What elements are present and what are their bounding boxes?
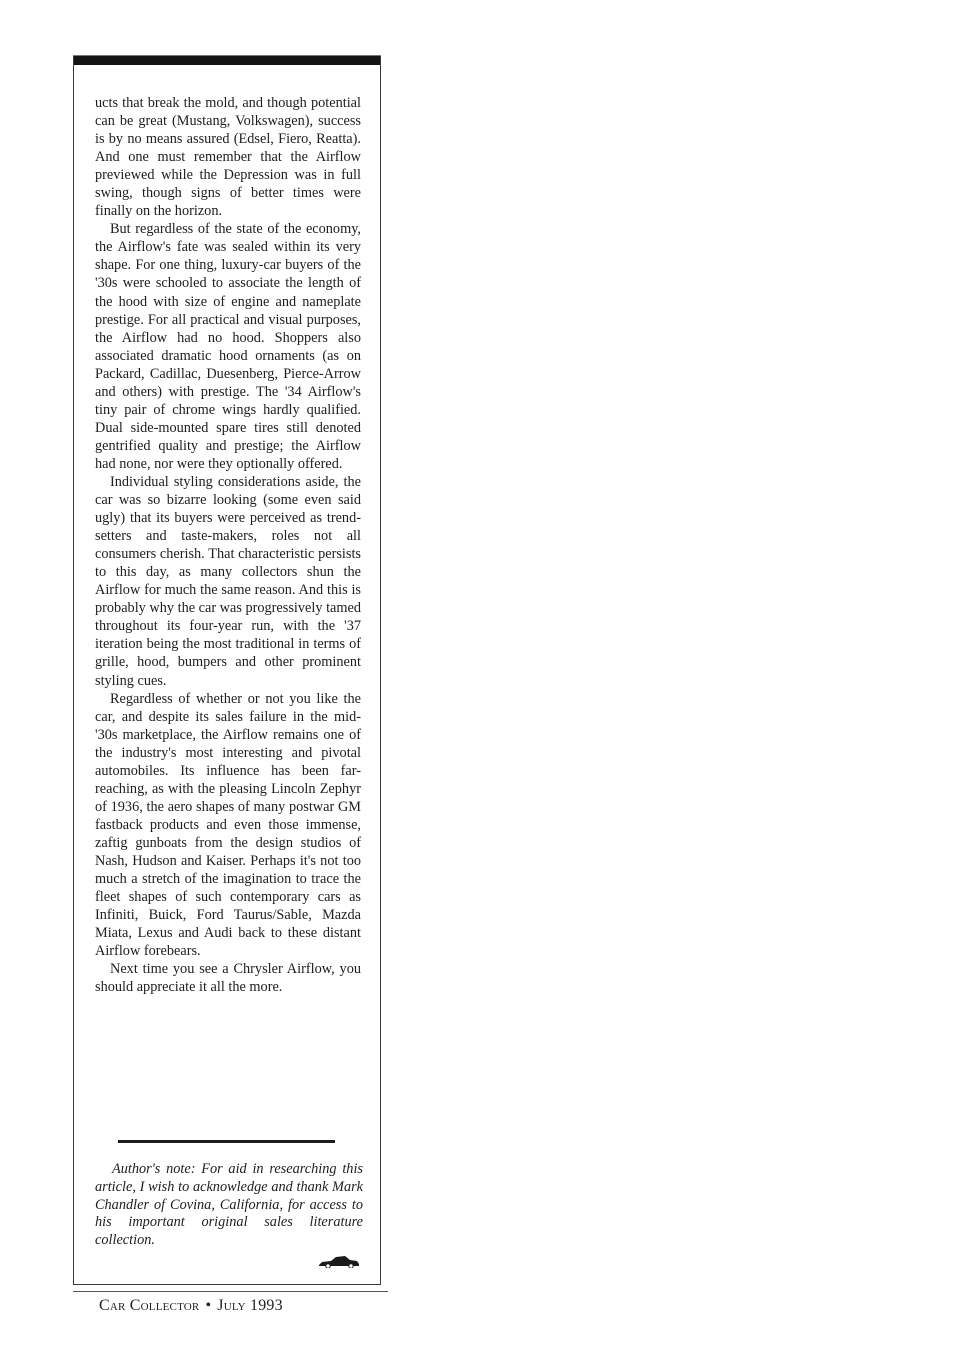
issue-date: July 1993 [217, 1297, 283, 1314]
author-note-text: Author's note: For aid in researching this article, I wish to acknowledge and thank Mark Chandler of Covina, California, for access to his important original sales literature collection. [95, 1161, 363, 1249]
author-note [95, 1161, 363, 1250]
publication-name: Car Collector [99, 1297, 200, 1314]
car-silhouette-icon [318, 1254, 360, 1268]
footer-rule [73, 1291, 388, 1292]
paragraph-4: Regardless of whether or not you like the car, and despite its sales failure in the mid-'30s marketplace, the Airflow remains one of the industry's most interesting and pivotal automobiles. Its influence has been far-reaching, as with the pleasing Lincoln Zephyr of 1936, the aero shapes of many postwar GM fastback products and even those immense, zaftig gunboats from the design studios of Nash, Hudson and Kaiser. Perhaps it's not too much a stretch of the imagination to trace the fleet shapes of such contemporary cars as Infiniti, Buick, Ford Taurus/Sable, Mazda Miata, Lexus and Audi back to these distant Airflow forebears. [95, 690, 361, 960]
paragraph-3: Individual styling considerations aside, the car was so bizarre looking (some even said ugly) that its buyers were perceived as trend-setters and taste-makers, roles not all consumers cherish. That characteristic persists to this day, as many collectors shun the Airflow for much the same reason. And this is probably why the car was progressively tamed throughout its four-year run, with the '37 iteration being the most traditional in terms of grille, hood, bumpers and other prominent styling cues. [95, 473, 362, 689]
paragraph-2: But regardless of the state of the economy, the Airflow's fate was sealed within its very shape. For one thing, luxury-car buyers of the '30s were schooled to associate the length of the hood with size of engine and nameplate prestige. For all practical and visual purposes, the Airflow had no hood. Shoppers also associated dramatic hood ornaments (as on Packard, Cadillac, Duesenberg, Pierce-Arrow and others) with prestige. The '34 Airflow's tiny pair of chrome wings hardly qualified. Dual side-mounted spare tires still denoted gentrified quality and prestige; the Airflow had none, nor were they optionally offered. [95, 221, 361, 472]
paragraph-5: Next time you see a Chrysler Airflow, you should appreciate it all the more. [95, 961, 361, 996]
paragraph-1: ucts that break the mold, and though potential can be great (Mustang, Volkswagen), success is by no means assured (Edsel, Fiero, Reatta). And one must remember that the Airflow previewed while the Depression was in full swing, though signs of better times were finally on the horizon. [95, 95, 361, 220]
article-body [95, 94, 361, 996]
page-footer [99, 1297, 283, 1315]
footer-separator: • [205, 1297, 212, 1314]
section-divider [118, 1140, 335, 1143]
